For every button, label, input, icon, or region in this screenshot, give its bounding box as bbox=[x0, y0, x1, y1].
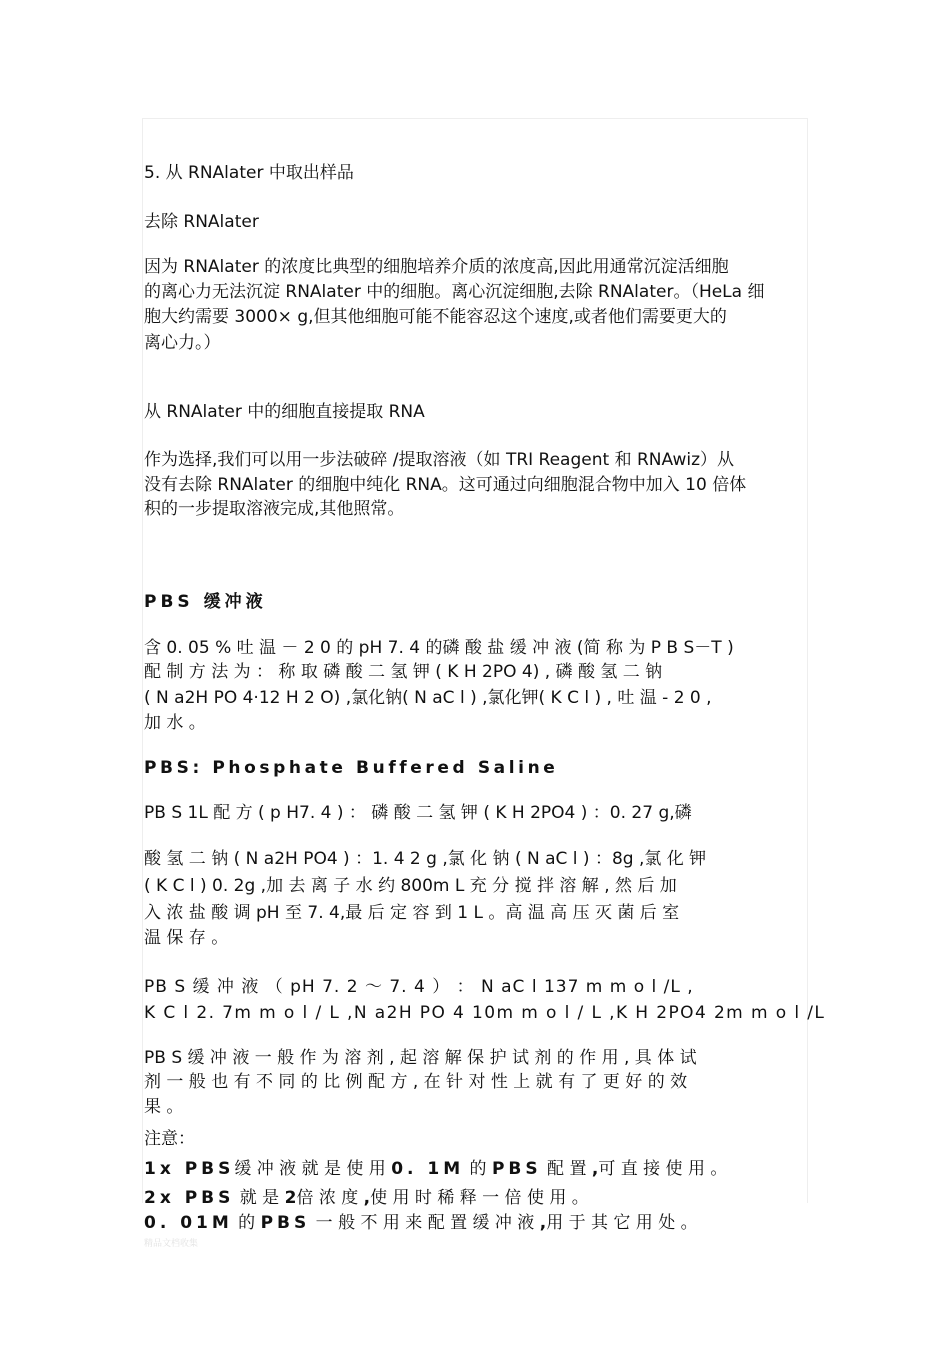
note-2x-comma: , bbox=[363, 1188, 371, 1208]
note-1x bbox=[144, 1157, 727, 1182]
remove-para-line: 离心力。） bbox=[144, 333, 221, 353]
note-1x-text: 可 直 接 使 用 。 bbox=[598, 1159, 728, 1179]
note-001m-comma: , bbox=[539, 1213, 547, 1233]
remove-para-line: 胞大约需要 3000× g,但其他细胞可能不能容忍这个速度,或者他们需要更大的 bbox=[144, 307, 727, 327]
recipe-line: ( K C l ) 0. 2g ,加 去 离 子 水 约 800m L 充 分 搅 拌 溶 解 , 然 后 加 bbox=[144, 876, 677, 896]
note-1x-pbs: PBS bbox=[491, 1159, 542, 1179]
note-1x-text: 缓 冲 液 就 是 使 用 bbox=[234, 1159, 392, 1179]
remove-para-line: 因为 RNAlater 的浓度比典型的细胞培养介质的浓度高,因此用通常沉淀活细胞 bbox=[144, 257, 729, 277]
remove-heading: 去除 RNAlater bbox=[144, 212, 259, 232]
note-001m-text: 的 bbox=[232, 1213, 261, 1233]
note-2x-number: 2 bbox=[284, 1188, 297, 1208]
recipe-line: 酸 氢 二 钠 ( N a2H PO4 ) ：1. 4 2 g ,氯 化 钠 ( N aC l ) ：8g ,氯 化 钾 bbox=[144, 849, 707, 869]
direct-para-line: 没有去除 RNAlater 的细胞中纯化 RNA。这可通过向细胞混合物中加入 10 倍体 bbox=[144, 475, 747, 495]
note-1x-concentration: 0. 1M bbox=[391, 1159, 465, 1179]
remove-para-line: 的离心力无法沉淀 RNAlater 中的细胞。离心沉淀细胞,去除 RNAlater。（HeLa 细 bbox=[144, 282, 765, 302]
note-1x-pbs-label: 1x PBS bbox=[144, 1159, 235, 1179]
note-2x-text: 就 是 bbox=[234, 1188, 285, 1208]
usage-line: PB S 缓 冲 液 一 般 作 为 溶 剂 , 起 溶 解 保 护 试 剂 的 作 用 , 具 体 试 bbox=[144, 1048, 697, 1068]
recipe-line: 入 浓 盐 酸 调 pH 至 7. 4,最 后 定 容 到 1 L 。高 温 高 压 灭 菌 后 室 bbox=[144, 903, 680, 923]
note-001m-text: 用 于 其 它 用 处 。 bbox=[546, 1213, 698, 1233]
composition-line: K C l 2. 7m m o l / L ,N a2H PO 4 10m m o l / L ,K H 2PO4 2m m o l /L bbox=[144, 1003, 826, 1023]
pbs-intro-line: 加 水 。 bbox=[144, 713, 206, 733]
note-2x-text: 倍 浓 度 bbox=[296, 1188, 364, 1208]
note-2x-text: 使 用 时 稀 释 一 倍 使 用 。 bbox=[370, 1188, 589, 1208]
section-title: 5. 从 RNAlater 中取出样品 bbox=[144, 163, 354, 183]
pbs-intro-line: 配 制 方 法 为 ： 称 取 磷 酸 二 氢 钾 ( K H 2PO 4) , 磷 酸 氢 二 钠 bbox=[144, 662, 663, 682]
note-001m-pbs: PBS bbox=[260, 1213, 311, 1233]
recipe-line: 温 保 存 。 bbox=[144, 928, 229, 948]
note-1x-text: 的 bbox=[464, 1159, 492, 1179]
direct-heading: 从 RNAlater 中的细胞直接提取 RNA bbox=[144, 402, 425, 422]
pbs-intro-line: ( N a2H PO 4·12 H 2 O) ,氯化钠( N aC l ) ,氯化钾( K C l ) , 吐 温 - 2 0 , bbox=[144, 688, 712, 708]
note-001m-concentration: 0. 01M bbox=[144, 1213, 233, 1233]
watermark: 精品文档收集 bbox=[144, 1239, 199, 1249]
recipe-line: PB S 1L 配 方 ( p H7. 4 ) ： 磷 酸 二 氢 钾 ( K H 2PO4 ) ：0. 27 g,磷 bbox=[144, 803, 692, 823]
note-2x bbox=[144, 1186, 589, 1211]
direct-para-line: 作为选择,我们可以用一步法破碎 /提取溶液（如 TRI Reagent 和 RNAwiz）从 bbox=[144, 450, 734, 470]
direct-para-line: 积的一步提取溶液完成,其他照常。 bbox=[144, 499, 405, 519]
note-label: 注意： bbox=[144, 1129, 195, 1149]
note-001m bbox=[144, 1211, 698, 1236]
english-heading: PBS: Phosphate Buffered Saline bbox=[144, 758, 559, 778]
usage-line: 果 。 bbox=[144, 1097, 184, 1117]
note-001m-text: 一 般 不 用 来 配 置 缓 冲 液 bbox=[310, 1213, 540, 1233]
note-2x-pbs-label: 2x PBS bbox=[144, 1188, 235, 1208]
note-1x-text: 配 置 bbox=[541, 1159, 592, 1179]
pbs-intro-line: 含 0. 05 % 吐 温 － 2 0 的 pH 7. 4 的磷 酸 盐 缓 冲 液 (简 称 为 P B S－T ) bbox=[144, 638, 734, 658]
usage-line: 剂 一 般 也 有 不 同 的 比 例 配 方 , 在 针 对 性 上 就 有 了 更 好 的 效 bbox=[144, 1072, 688, 1092]
note-1x-comma: , bbox=[591, 1159, 599, 1179]
pbs-heading: PBS 缓冲液 bbox=[144, 592, 267, 612]
composition-line: PB S 缓 冲 液 （ pH 7. 2 ～ 7. 4 ） ： N aC l 137 m m o l /L , bbox=[144, 977, 694, 997]
